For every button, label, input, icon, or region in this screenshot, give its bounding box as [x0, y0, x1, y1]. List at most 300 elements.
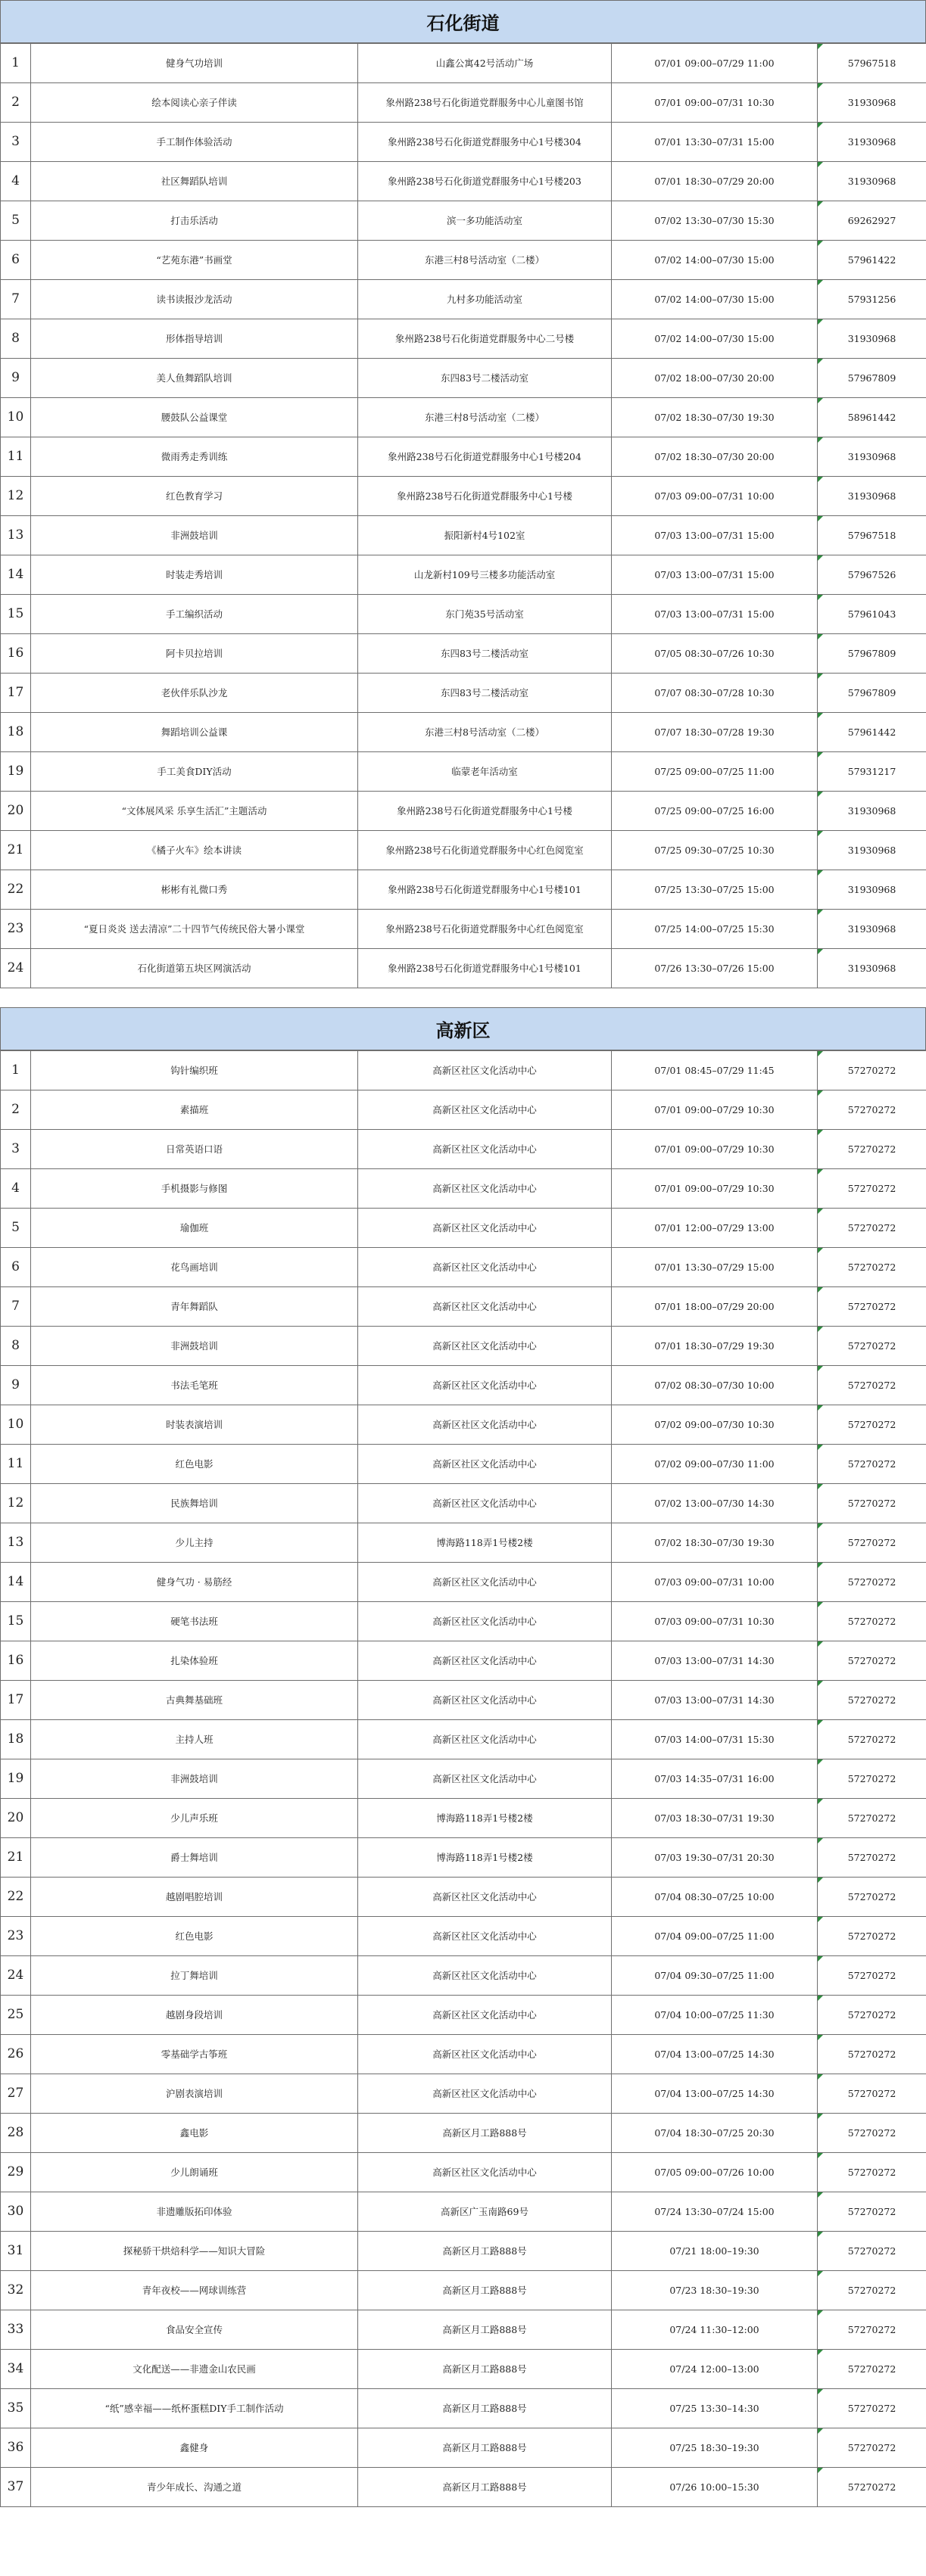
activity-name: 非洲鼓培训 — [31, 1327, 358, 1366]
contact-phone: 57931256 — [818, 280, 926, 319]
activity-name: 手工编织活动 — [31, 595, 358, 634]
activity-name: 手机摄影与修图 — [31, 1169, 358, 1209]
table-row — [1, 1445, 926, 1484]
table-row — [1, 1996, 926, 2035]
activity-location: 象州路238号石化街道党群服务中心二号楼 — [358, 319, 612, 359]
activity-location: 象州路238号石化街道党群服务中心1号楼101 — [358, 870, 612, 910]
activity-time: 07/07 08:30–07/28 10:30 — [612, 674, 818, 713]
activity-time: 07/25 13:30–14:30 — [612, 2389, 818, 2428]
row-number: 17 — [1, 1681, 31, 1720]
table-row — [1, 83, 926, 123]
row-number: 35 — [1, 2389, 31, 2428]
activity-time: 07/04 13:00–07/25 14:30 — [612, 2074, 818, 2114]
activity-name: 钩针编织班 — [31, 1051, 358, 1090]
activity-location: 东四83号二楼活动室 — [358, 634, 612, 674]
contact-phone: 57270272 — [818, 2350, 926, 2389]
table-row — [1, 910, 926, 949]
contact-phone: 57270272 — [818, 1799, 926, 1838]
contact-phone: 57270272 — [818, 1759, 926, 1799]
row-number: 1 — [1, 44, 31, 83]
row-number: 6 — [1, 241, 31, 280]
activity-name: 非洲鼓培训 — [31, 1759, 358, 1799]
activity-time: 07/01 12:00–07/29 13:00 — [612, 1209, 818, 1248]
activity-time: 07/02 18:00–07/30 20:00 — [612, 359, 818, 398]
activity-name: 零基础学古筝班 — [31, 2035, 358, 2074]
contact-phone: 57270272 — [818, 1248, 926, 1287]
contact-phone: 31930968 — [818, 949, 926, 988]
table-row — [1, 162, 926, 201]
contact-phone: 57961422 — [818, 241, 926, 280]
contact-phone: 31930968 — [818, 477, 926, 516]
activity-location: 高新区社区文化活动中心 — [358, 1209, 612, 1248]
row-number: 16 — [1, 634, 31, 674]
contact-phone: 31930968 — [818, 870, 926, 910]
table-row — [1, 1405, 926, 1445]
activity-name: 少儿声乐班 — [31, 1799, 358, 1838]
activity-time: 07/03 14:35–07/31 16:00 — [612, 1759, 818, 1799]
activity-time: 07/04 10:00–07/25 11:30 — [612, 1996, 818, 2035]
table-row — [1, 831, 926, 870]
activity-time: 07/03 13:00–07/31 14:30 — [612, 1641, 818, 1681]
activity-location: 滨一多功能活动室 — [358, 201, 612, 241]
contact-phone: 31930968 — [818, 831, 926, 870]
activity-name: 红色教育学习 — [31, 477, 358, 516]
row-number: 14 — [1, 555, 31, 595]
table-row — [1, 1878, 926, 1917]
activity-time: 07/01 09:00–07/29 10:30 — [612, 1169, 818, 1209]
table-row — [1, 870, 926, 910]
activity-location: 高新区社区文化活动中心 — [358, 1759, 612, 1799]
row-number: 37 — [1, 2468, 31, 2507]
row-number: 3 — [1, 123, 31, 162]
activity-time: 07/25 14:00–07/25 15:30 — [612, 910, 818, 949]
contact-phone: 57270272 — [818, 1209, 926, 1248]
activity-name: “文体展风采 乐享生活汇”主题活动 — [31, 792, 358, 831]
row-number: 9 — [1, 1366, 31, 1405]
row-number: 36 — [1, 2428, 31, 2468]
activity-name: 越剧身段培训 — [31, 1996, 358, 2035]
row-number: 12 — [1, 1484, 31, 1523]
table-row — [1, 437, 926, 477]
activity-location: 东港三村8号活动室（二楼） — [358, 241, 612, 280]
contact-phone: 57270272 — [818, 1130, 926, 1169]
activity-name: 古典舞基础班 — [31, 1681, 358, 1720]
contact-phone: 57270272 — [818, 1405, 926, 1445]
contact-phone: 57967809 — [818, 634, 926, 674]
table-row — [1, 634, 926, 674]
table-row — [1, 1956, 926, 1996]
row-number: 21 — [1, 831, 31, 870]
table-row — [1, 201, 926, 241]
activity-time: 07/01 09:00–07/31 10:30 — [612, 83, 818, 123]
contact-phone: 57931217 — [818, 752, 926, 792]
row-number: 13 — [1, 516, 31, 555]
row-number: 2 — [1, 1090, 31, 1130]
activity-location: 象州路238号石化街道党群服务中心红色阅览室 — [358, 831, 612, 870]
contact-phone: 57967518 — [818, 516, 926, 555]
activity-name: “夏日炎炎 送去清凉”二十四节气传统民俗大暑小课堂 — [31, 910, 358, 949]
activity-location: 东港三村8号活动室（二楼） — [358, 398, 612, 437]
activity-name: 硬笔书法班 — [31, 1602, 358, 1641]
activity-name: 青年舞蹈队 — [31, 1287, 358, 1327]
activity-time: 07/02 18:30–07/30 19:30 — [612, 1523, 818, 1563]
table-row — [1, 359, 926, 398]
contact-phone: 57270272 — [818, 1523, 926, 1563]
row-number: 17 — [1, 674, 31, 713]
contact-phone: 57270272 — [818, 2389, 926, 2428]
activity-location: 高新区社区文化活动中心 — [358, 2074, 612, 2114]
activity-name: 读书读报沙龙活动 — [31, 280, 358, 319]
activity-name: 主持人班 — [31, 1720, 358, 1759]
table-row — [1, 1366, 926, 1405]
contact-phone: 57270272 — [818, 1996, 926, 2035]
activity-location: 振阳新村4号102室 — [358, 516, 612, 555]
table-row — [1, 555, 926, 595]
row-number: 9 — [1, 359, 31, 398]
contact-phone: 57270272 — [818, 2114, 926, 2153]
activity-location: 山龙新村109号三楼多功能活动室 — [358, 555, 612, 595]
contact-phone: 57270272 — [818, 1484, 926, 1523]
activity-name: 食品安全宣传 — [31, 2310, 358, 2350]
row-number: 19 — [1, 1759, 31, 1799]
table-row — [1, 2035, 926, 2074]
activity-time: 07/04 13:00–07/25 14:30 — [612, 2035, 818, 2074]
activity-location: 象州路238号石化街道党群服务中心1号楼 — [358, 477, 612, 516]
table-row — [1, 2389, 926, 2428]
activity-name: 腰鼓队公益课堂 — [31, 398, 358, 437]
contact-phone: 57961043 — [818, 595, 926, 634]
activity-name: 瑜伽班 — [31, 1209, 358, 1248]
activity-time: 07/25 09:30–07/25 10:30 — [612, 831, 818, 870]
activity-name: 美人鱼舞蹈队培训 — [31, 359, 358, 398]
contact-phone: 57270272 — [818, 1169, 926, 1209]
contact-phone: 57967526 — [818, 555, 926, 595]
activity-name: 沪剧表演培训 — [31, 2074, 358, 2114]
activity-location: 高新区月工路888号 — [358, 2310, 612, 2350]
row-number: 19 — [1, 752, 31, 792]
activity-location: 高新区社区文化活动中心 — [358, 1563, 612, 1602]
row-number: 6 — [1, 1248, 31, 1287]
activity-location: 高新区社区文化活动中心 — [358, 1720, 612, 1759]
table-row — [1, 1563, 926, 1602]
contact-phone: 57270272 — [818, 2271, 926, 2310]
row-number: 24 — [1, 949, 31, 988]
activity-name: 手工美食DIY活动 — [31, 752, 358, 792]
activity-time: 07/24 11:30–12:00 — [612, 2310, 818, 2350]
contact-phone: 57270272 — [818, 2192, 926, 2232]
row-number: 22 — [1, 1878, 31, 1917]
row-number: 15 — [1, 1602, 31, 1641]
row-number: 4 — [1, 162, 31, 201]
activity-name: 非遗雕版拓印体验 — [31, 2192, 358, 2232]
contact-phone: 57270272 — [818, 1563, 926, 1602]
activity-name: 时装走秀培训 — [31, 555, 358, 595]
section-title: 石化街道 — [0, 0, 926, 43]
table-row — [1, 516, 926, 555]
table-row — [1, 674, 926, 713]
activity-name: 青年夜校——网球训练营 — [31, 2271, 358, 2310]
activity-time: 07/01 18:30–07/29 20:00 — [612, 162, 818, 201]
activity-location: 高新区社区文化活动中心 — [358, 1681, 612, 1720]
table-row — [1, 595, 926, 634]
activity-time: 07/07 18:30–07/28 19:30 — [612, 713, 818, 752]
activity-location: 高新区广玉南路69号 — [358, 2192, 612, 2232]
activity-time: 07/04 18:30–07/25 20:30 — [612, 2114, 818, 2153]
contact-phone: 57961442 — [818, 713, 926, 752]
activity-time: 07/01 18:00–07/29 20:00 — [612, 1287, 818, 1327]
row-number: 8 — [1, 1327, 31, 1366]
activity-location: 九村多功能活动室 — [358, 280, 612, 319]
activity-location: 高新区月工路888号 — [358, 2271, 612, 2310]
activity-location: 高新区社区文化活动中心 — [358, 2035, 612, 2074]
table-row — [1, 792, 926, 831]
activity-name: “纸”感幸福——纸杯蛋糕DIY手工制作活动 — [31, 2389, 358, 2428]
activity-time: 07/03 13:00–07/31 15:00 — [612, 516, 818, 555]
activity-name: 红色电影 — [31, 1917, 358, 1956]
activity-name: 文化配送——非遗金山农民画 — [31, 2350, 358, 2389]
contact-phone: 57270272 — [818, 2310, 926, 2350]
contact-phone: 57270272 — [818, 2153, 926, 2192]
activity-location: 高新区社区文化活动中心 — [358, 1090, 612, 1130]
activity-name: 民族舞培训 — [31, 1484, 358, 1523]
activity-time: 07/02 09:00–07/30 11:00 — [612, 1445, 818, 1484]
activity-location: 高新区月工路888号 — [358, 2350, 612, 2389]
activity-time: 07/03 09:00–07/31 10:00 — [612, 477, 818, 516]
contact-phone: 31930968 — [818, 123, 926, 162]
activity-time: 07/02 14:00–07/30 15:00 — [612, 241, 818, 280]
activity-name: 舞蹈培训公益课 — [31, 713, 358, 752]
activity-location: 高新区社区文化活动中心 — [358, 1327, 612, 1366]
activity-location: 高新区社区文化活动中心 — [358, 1051, 612, 1090]
row-number: 21 — [1, 1838, 31, 1878]
row-number: 10 — [1, 398, 31, 437]
activity-time: 07/25 18:30–19:30 — [612, 2428, 818, 2468]
activity-time: 07/03 13:00–07/31 15:00 — [612, 555, 818, 595]
activity-location: 象州路238号石化街道党群服务中心红色阅览室 — [358, 910, 612, 949]
activity-location: 高新区月工路888号 — [358, 2428, 612, 2468]
row-number: 33 — [1, 2310, 31, 2350]
activity-name: 健身气功培训 — [31, 44, 358, 83]
activity-name: 花鸟画培训 — [31, 1248, 358, 1287]
activity-name: 少儿主持 — [31, 1523, 358, 1563]
activity-name: 打击乐活动 — [31, 201, 358, 241]
activity-location: 象州路238号石化街道党群服务中心1号楼304 — [358, 123, 612, 162]
table-row — [1, 241, 926, 280]
activity-time: 07/25 09:00–07/25 16:00 — [612, 792, 818, 831]
table-row — [1, 398, 926, 437]
activity-name: 日常英语口语 — [31, 1130, 358, 1169]
activity-name: 爵士舞培训 — [31, 1838, 358, 1878]
table-row — [1, 1248, 926, 1287]
activity-table — [0, 43, 926, 988]
activity-name: 越剧唱腔培训 — [31, 1878, 358, 1917]
activity-name: “艺苑东港”书画堂 — [31, 241, 358, 280]
contact-phone: 57270272 — [818, 2428, 926, 2468]
row-number: 10 — [1, 1405, 31, 1445]
activity-time: 07/03 18:30–07/31 19:30 — [612, 1799, 818, 1838]
row-number: 1 — [1, 1051, 31, 1090]
activity-time: 07/02 18:30–07/30 19:30 — [612, 398, 818, 437]
activity-time: 07/02 14:00–07/30 15:00 — [612, 319, 818, 359]
contact-phone: 31930968 — [818, 83, 926, 123]
activity-name: 书法毛笔班 — [31, 1366, 358, 1405]
row-number: 28 — [1, 2114, 31, 2153]
activity-time: 07/26 10:00–15:30 — [612, 2468, 818, 2507]
row-number: 26 — [1, 2035, 31, 2074]
table-row — [1, 1720, 926, 1759]
contact-phone: 57270272 — [818, 1090, 926, 1130]
row-number: 32 — [1, 2271, 31, 2310]
row-number: 23 — [1, 1917, 31, 1956]
activity-location: 高新区月工路888号 — [358, 2232, 612, 2271]
activity-time: 07/03 14:00–07/31 15:30 — [612, 1720, 818, 1759]
contact-phone: 31930968 — [818, 792, 926, 831]
row-number: 27 — [1, 2074, 31, 2114]
contact-phone: 57270272 — [818, 1956, 926, 1996]
table-row — [1, 2153, 926, 2192]
table-row — [1, 123, 926, 162]
contact-phone: 57270272 — [818, 1641, 926, 1681]
table-row — [1, 1209, 926, 1248]
activity-time: 07/02 09:00–07/30 10:30 — [612, 1405, 818, 1445]
table-row — [1, 44, 926, 83]
table-row — [1, 1327, 926, 1366]
activity-location: 高新区社区文化活动中心 — [358, 1996, 612, 2035]
row-number: 14 — [1, 1563, 31, 1602]
activity-location: 山鑫公寓42号活动广场 — [358, 44, 612, 83]
table-row — [1, 1051, 926, 1090]
activity-location: 博海路118弄1号楼2楼 — [358, 1799, 612, 1838]
row-number: 29 — [1, 2153, 31, 2192]
activity-location: 高新区社区文化活动中心 — [358, 1169, 612, 1209]
activity-time: 07/02 18:30–07/30 20:00 — [612, 437, 818, 477]
activity-time: 07/03 09:00–07/31 10:30 — [612, 1602, 818, 1641]
activity-time: 07/02 13:30–07/30 15:30 — [612, 201, 818, 241]
activity-location: 高新区社区文化活动中心 — [358, 1602, 612, 1641]
row-number: 13 — [1, 1523, 31, 1563]
activity-location: 象州路238号石化街道党群服务中心1号楼101 — [358, 949, 612, 988]
activity-location: 象州路238号石化街道党群服务中心1号楼203 — [358, 162, 612, 201]
activity-location: 临蒙老年活动室 — [358, 752, 612, 792]
contact-phone: 57270272 — [818, 1838, 926, 1878]
table-row — [1, 1917, 926, 1956]
table-row — [1, 2114, 926, 2153]
contact-phone: 57270272 — [818, 1720, 926, 1759]
activity-location: 高新区月工路888号 — [358, 2114, 612, 2153]
activity-time: 07/03 13:00–07/31 15:00 — [612, 595, 818, 634]
row-number: 22 — [1, 870, 31, 910]
activity-name: 老伙伴乐队沙龙 — [31, 674, 358, 713]
row-number: 24 — [1, 1956, 31, 1996]
section-title: 高新区 — [0, 1007, 926, 1050]
activity-time: 07/03 13:00–07/31 14:30 — [612, 1681, 818, 1720]
activity-name: 手工制作体验活动 — [31, 123, 358, 162]
activity-name: 鑫健身 — [31, 2428, 358, 2468]
activity-name: 形体指导培训 — [31, 319, 358, 359]
activity-location: 高新区社区文化活动中心 — [358, 2153, 612, 2192]
table-row — [1, 1602, 926, 1641]
table-row — [1, 1130, 926, 1169]
activity-time: 07/01 08:45–07/29 11:45 — [612, 1051, 818, 1090]
row-number: 20 — [1, 1799, 31, 1838]
activity-time: 07/01 18:30–07/29 19:30 — [612, 1327, 818, 1366]
section-gaoxin — [0, 1007, 926, 2507]
activity-location: 东四83号二楼活动室 — [358, 674, 612, 713]
activity-time: 07/01 09:00–07/29 11:00 — [612, 44, 818, 83]
row-number: 2 — [1, 83, 31, 123]
contact-phone: 57270272 — [818, 1917, 926, 1956]
activity-name: 绘本阅读心亲子伴读 — [31, 83, 358, 123]
activity-location: 高新区社区文化活动中心 — [358, 1878, 612, 1917]
row-number: 7 — [1, 280, 31, 319]
activity-name: 探秘骄干烘焙科学——知识大冒险 — [31, 2232, 358, 2271]
table-row — [1, 2192, 926, 2232]
activity-location: 高新区社区文化活动中心 — [358, 1130, 612, 1169]
contact-phone: 57270272 — [818, 1366, 926, 1405]
activity-name: 少儿朗诵班 — [31, 2153, 358, 2192]
contact-phone: 57967809 — [818, 359, 926, 398]
table-row — [1, 2428, 926, 2468]
activity-name: 健身气功 · 易筋经 — [31, 1563, 358, 1602]
activity-time: 07/23 18:30–19:30 — [612, 2271, 818, 2310]
activity-time: 07/01 13:30–07/31 15:00 — [612, 123, 818, 162]
row-number: 8 — [1, 319, 31, 359]
row-number: 15 — [1, 595, 31, 634]
row-number: 31 — [1, 2232, 31, 2271]
table-row — [1, 2074, 926, 2114]
activity-name: 素描班 — [31, 1090, 358, 1130]
contact-phone: 57270272 — [818, 1051, 926, 1090]
row-number: 18 — [1, 713, 31, 752]
activity-location: 高新区社区文化活动中心 — [358, 1287, 612, 1327]
contact-phone: 57270272 — [818, 2468, 926, 2507]
row-number: 7 — [1, 1287, 31, 1327]
activity-time: 07/05 08:30–07/26 10:30 — [612, 634, 818, 674]
activity-name: 《橘子火车》绘本讲读 — [31, 831, 358, 870]
activity-time: 07/03 19:30–07/31 20:30 — [612, 1838, 818, 1878]
table-row — [1, 1287, 926, 1327]
row-number: 5 — [1, 1209, 31, 1248]
contact-phone: 57270272 — [818, 1327, 926, 1366]
activity-location: 高新区社区文化活动中心 — [358, 1248, 612, 1287]
table-row — [1, 1799, 926, 1838]
contact-phone: 58961442 — [818, 398, 926, 437]
table-row — [1, 2310, 926, 2350]
table-row — [1, 280, 926, 319]
activity-name: 石化街道第五块区网演活动 — [31, 949, 358, 988]
contact-phone: 57270272 — [818, 1602, 926, 1641]
row-number: 11 — [1, 1445, 31, 1484]
activity-time: 07/25 13:30–07/25 15:00 — [612, 870, 818, 910]
contact-phone: 57967518 — [818, 44, 926, 83]
activity-time: 07/02 14:00–07/30 15:00 — [612, 280, 818, 319]
contact-phone: 57270272 — [818, 1681, 926, 1720]
activity-location: 博海路118弄1号楼2楼 — [358, 1838, 612, 1878]
activity-location: 象州路238号石化街道党群服务中心1号楼 — [358, 792, 612, 831]
table-row — [1, 2468, 926, 2507]
activity-time: 07/25 09:00–07/25 11:00 — [612, 752, 818, 792]
activity-location: 博海路118弄1号楼2楼 — [358, 1523, 612, 1563]
table-row — [1, 949, 926, 988]
activity-time: 07/01 09:00–07/29 10:30 — [612, 1090, 818, 1130]
contact-phone: 57270272 — [818, 1878, 926, 1917]
table-row — [1, 1681, 926, 1720]
table-row — [1, 319, 926, 359]
activity-name: 非洲鼓培训 — [31, 516, 358, 555]
contact-phone: 57270272 — [818, 1287, 926, 1327]
activity-time: 07/02 08:30–07/30 10:00 — [612, 1366, 818, 1405]
activity-name: 社区舞蹈队培训 — [31, 162, 358, 201]
